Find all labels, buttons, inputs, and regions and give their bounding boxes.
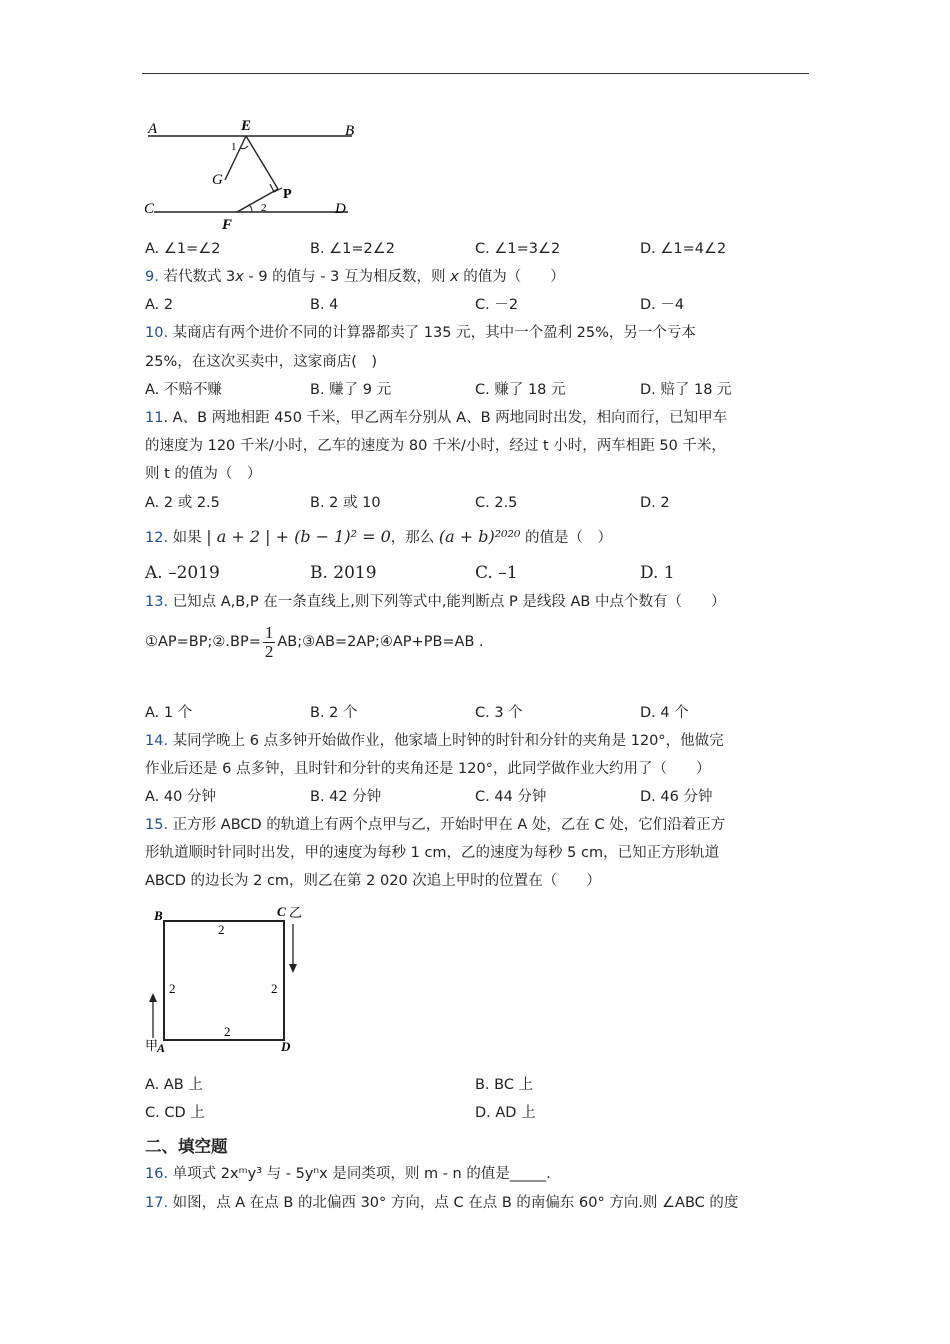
q11-option-a[interactable]: A. 2 或 2.5 (145, 495, 220, 511)
fig-label-jia: 甲 (145, 1038, 159, 1053)
q11-stem-line2: 的速度为 120 千米/小时，乙车的速度为 80 千米/小时，经过 t 小时，两车相距 50 千米， (145, 438, 726, 454)
fig-side-top: 2 (218, 922, 225, 937)
q15-stem-line3: ABCD 的边长为 2 cm，则乙在第 2 020 次追上甲时的位置在（ ） (145, 873, 601, 889)
q12-text-mid: ，那么 (390, 530, 435, 546)
q11-stem-line3: 则 t 的值为（ ） (145, 466, 262, 482)
q10-stem-line2: 25%，在这次买卖中，这家商店( ) (145, 354, 378, 370)
square-abcd (164, 921, 284, 1040)
fig-label-b: B (154, 908, 163, 923)
q13-text-2-post: AB;③AB=2AP;④AP+PB=AB . (277, 634, 484, 650)
q13-fraction (263, 624, 276, 661)
q9-stem (145, 267, 565, 287)
segment-ep (246, 136, 278, 189)
label-angle-2: 2 (261, 202, 267, 214)
label-c: C (144, 201, 155, 217)
q11-text-1: . A、B 两地相距 450 千米，甲乙两车分别从 A、B 两地同时出发，相向而行，已知甲车 (163, 410, 728, 426)
arrow-yi-head (289, 964, 297, 973)
q12-formula-2: (a + b)²⁰²⁰ (438, 527, 521, 546)
q11-option-b[interactable]: B. 2 或 10 (310, 495, 381, 511)
q16-stem (145, 1164, 551, 1184)
q13-stem-line1 (145, 592, 725, 612)
q8-option-a[interactable]: A. ∠1=∠2 (145, 241, 221, 257)
q16-number: 16. (145, 1166, 169, 1182)
fig-label-c: C (277, 904, 286, 919)
q16-text: 单项式 2xᵐy³ 与 - 5yⁿx 是同类项，则 m - n 的值是_____. (172, 1166, 551, 1182)
q15-stem-line2: 形轨道顺时针同时出发，甲的速度为每秒 1 cm，乙的速度为每秒 5 cm，已知正方形轨道 (145, 845, 720, 861)
q9-text-post: 的值为（ ） (458, 269, 565, 285)
q15-text-1: 正方形 ABCD 的轨道上有两个点甲与乙，开始时甲在 A 处，乙在 C 处，它们沿着正方 (172, 817, 726, 833)
q9-option-c[interactable]: C. －2 (475, 297, 519, 313)
q13-option-d[interactable]: D. 4 个 (640, 705, 689, 721)
q9-option-d[interactable]: D. －4 (640, 297, 685, 313)
q9-text-mid: - 9 的值与 - 3 互为相反数，则 (243, 269, 451, 285)
q13-frac-num: 1 (264, 622, 274, 642)
label-f: F (222, 217, 233, 233)
q8-option-b[interactable]: B. ∠1=2∠2 (310, 241, 395, 257)
q12-option-c[interactable]: C. –1 (475, 563, 518, 583)
q10-stem-line1 (145, 323, 696, 343)
q13-option-b[interactable]: B. 2 个 (310, 705, 358, 721)
q12-option-a[interactable]: A. –2019 (145, 563, 220, 583)
q14-option-d[interactable]: D. 46 分钟 (640, 789, 713, 805)
q10-option-d[interactable]: D. 赔了 18 元 (640, 382, 732, 398)
q10-option-c[interactable]: C. 赚了 18 元 (475, 382, 566, 398)
q14-option-c[interactable]: C. 44 分钟 (475, 789, 547, 805)
square-track-figure (140, 900, 320, 1058)
q8-option-d[interactable]: D. ∠1=4∠2 (640, 241, 727, 257)
q9-var-x2: x (450, 269, 459, 285)
label-e: E (241, 118, 252, 134)
q13-text-1: 已知点 A,B,P 在一条直线上,则下列等式中,能判断点 P 是线段 AB 中点个数有（ ） (172, 594, 726, 610)
q15-number: 15. (145, 817, 169, 833)
q12-number: 12. (145, 530, 169, 546)
q13-frac-den: 2 (264, 641, 274, 661)
q11-number: 11 (145, 410, 164, 426)
label-g: G (212, 172, 223, 188)
q14-number: 14. (145, 733, 169, 749)
q10-option-a[interactable]: A. 不赔不赚 (145, 382, 222, 398)
q14-option-b[interactable]: B. 42 分钟 (310, 789, 382, 805)
label-a: A (148, 121, 158, 137)
q14-option-a[interactable]: A. 40 分钟 (145, 789, 216, 805)
q13-option-a[interactable]: A. 1 个 (145, 705, 193, 721)
fig-label-d: D (281, 1039, 291, 1054)
q8-option-c[interactable]: C. ∠1=3∠2 (475, 241, 561, 257)
fig-side-left: 2 (169, 981, 176, 996)
q9-option-b[interactable]: B. 4 (310, 297, 339, 313)
q15-option-b[interactable]: B. BC 上 (475, 1077, 534, 1093)
header-rule (142, 73, 809, 74)
q15-stem-line1 (145, 815, 725, 835)
q13-text-2-pre: ①AP=BP;②.BP= (145, 634, 261, 650)
label-d: D (335, 201, 346, 217)
q14-stem-line1 (145, 731, 724, 751)
q12-text-pre: 如果 (172, 530, 202, 546)
label-angle-1: 1 (231, 141, 237, 153)
parallel-lines-figure (140, 112, 370, 237)
q13-number: 13. (145, 594, 169, 610)
segment-fp (237, 189, 278, 212)
q10-option-b[interactable]: B. 赚了 9 元 (310, 382, 392, 398)
q15-option-c[interactable]: C. CD 上 (145, 1105, 205, 1121)
label-p: P (283, 187, 292, 202)
fig-side-bottom: 2 (224, 1024, 231, 1039)
q14-text-1: 某同学晚上 6 点多钟开始做作业，他家墙上时钟的时针和分针的夹角是 120°，他做完 (172, 733, 724, 749)
q17-text: 如图，点 A 在点 B 的北偏西 30° 方向，点 C 在点 B 的南偏东 60° 方向.则 ∠ABC 的度 (172, 1195, 739, 1211)
fig-label-yi: 乙 (289, 905, 303, 920)
q12-option-b[interactable]: B. 2019 (310, 563, 377, 583)
q15-option-a[interactable]: A. AB 上 (145, 1077, 203, 1093)
q14-stem-line2: 作业后还是 6 点多钟，且时针和分针的夹角还是 120°，此同学做作业大约用了（ ） (145, 761, 711, 777)
q9-option-a[interactable]: A. 2 (145, 297, 174, 313)
q9-number: 9. (145, 269, 159, 285)
q13-option-c[interactable]: C. 3 个 (475, 705, 523, 721)
section-heading-fill-in: 二、填空题 (145, 1137, 228, 1156)
q9-var-x: x (235, 269, 244, 285)
arrow-jia-head (149, 993, 157, 1002)
q12-formula-1: | a + 2 | + (b − 1)² = 0 (206, 527, 391, 546)
fig-side-right: 2 (271, 981, 278, 996)
q15-option-d[interactable]: D. AD 上 (475, 1105, 536, 1121)
q17-stem (145, 1193, 738, 1213)
q12-stem (145, 527, 612, 548)
q9-text-pre: 若代数式 3 (163, 269, 236, 285)
q11-option-c[interactable]: C. 2.5 (475, 495, 518, 511)
q10-number: 10. (145, 325, 169, 341)
q12-option-d[interactable]: D. 1 (640, 563, 675, 583)
label-b: B (345, 123, 355, 139)
q12-text-post: 的值是（ ） (524, 530, 612, 546)
q11-stem-line1 (145, 408, 727, 428)
q10-text-1: 某商店有两个进价不同的计算器都卖了 135 元，其中一个盈利 25%，另一个亏本 (172, 325, 696, 341)
q11-option-d[interactable]: D. 2 (640, 495, 670, 511)
fig-label-a: A (157, 1041, 166, 1055)
q17-number: 17. (145, 1195, 169, 1211)
q13-stem-line2 (145, 622, 484, 662)
